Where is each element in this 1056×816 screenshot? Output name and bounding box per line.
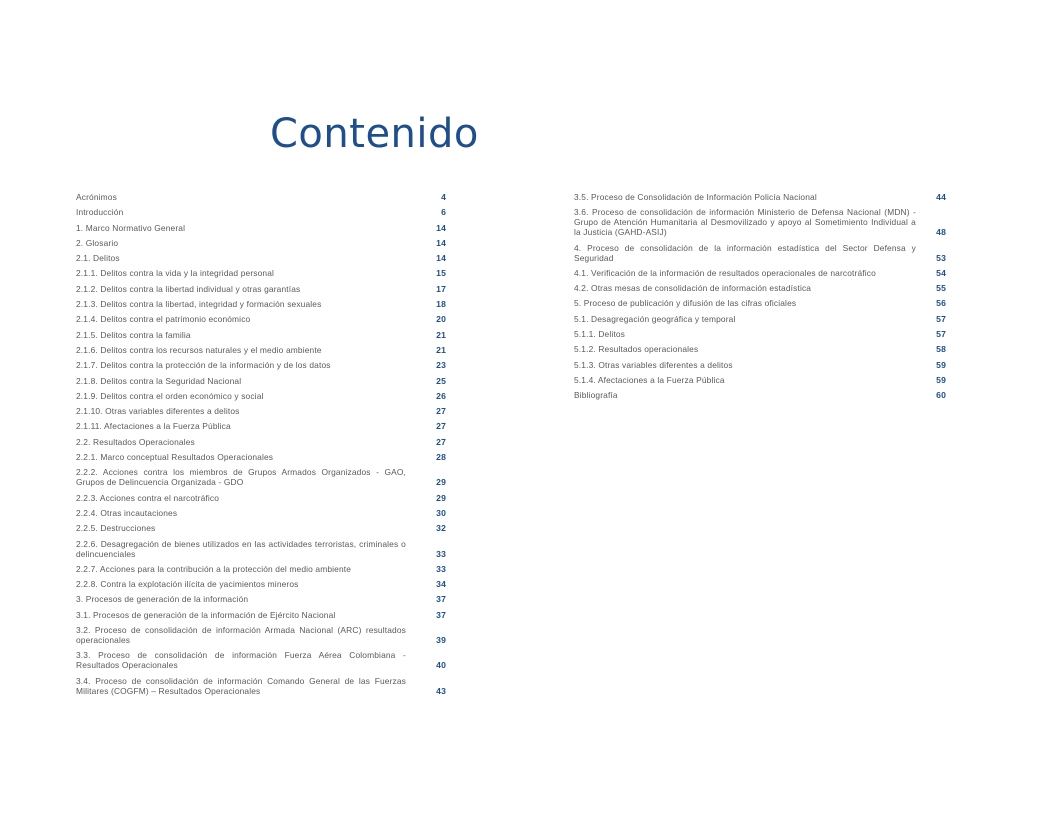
- toc-entry-label: 2.2. Resultados Operacionales: [76, 436, 195, 447]
- toc-entry[interactable]: [76, 676, 446, 696]
- toc-entry[interactable]: [76, 650, 446, 670]
- toc-entry-page-number: 20: [436, 314, 446, 325]
- toc-entry-page-number: 25: [436, 375, 446, 386]
- toc-entry[interactable]: [76, 579, 446, 589]
- toc-entry-page-number: 6: [441, 207, 446, 218]
- toc-entry[interactable]: [574, 329, 946, 339]
- toc-entry-page-number: 60: [936, 390, 946, 401]
- toc-entry-page-number: 44: [936, 192, 946, 202]
- toc-entry-label: 2.1.8. Delitos contra la Seguridad Nacional: [76, 375, 242, 386]
- toc-entry-page-number: 39: [436, 635, 446, 646]
- toc-entry-page-number: 53: [936, 252, 946, 263]
- toc-entry[interactable]: [76, 345, 446, 355]
- toc-entry-page-number: 37: [436, 609, 446, 620]
- toc-entry[interactable]: [76, 493, 446, 503]
- toc-entry[interactable]: [574, 298, 946, 308]
- toc-entry-label: 2.1.7. Delitos contra la protección de la información y de los datos: [76, 360, 331, 371]
- toc-left-column: [76, 192, 446, 701]
- toc-entry-label: 3.3. Proceso de consolidación de información Fuerza Aérea Colombiana - Resultados Operacionales: [76, 650, 406, 671]
- toc-entry-label: 4.1. Verificación de la información de resultados operacionales de narcotráfico: [574, 267, 876, 278]
- toc-entry-page-number: 27: [436, 406, 446, 417]
- toc-entry-page-number: 29: [436, 492, 446, 503]
- toc-entry-page-number: 33: [436, 548, 446, 559]
- toc-entry[interactable]: [76, 376, 446, 386]
- toc-entry[interactable]: [76, 508, 446, 518]
- toc-entry[interactable]: [76, 539, 446, 559]
- toc-entry[interactable]: [76, 523, 446, 533]
- toc-entry-page-number: 14: [436, 237, 446, 248]
- toc-entry[interactable]: [574, 207, 946, 237]
- toc-entry[interactable]: [76, 207, 446, 217]
- toc-entry[interactable]: [76, 467, 446, 487]
- toc-entry[interactable]: [574, 390, 946, 400]
- toc-entry-page-number: 57: [936, 329, 946, 340]
- toc-entry-label: 3.4. Proceso de consolidación de información Comando General de las Fuerzas Militares (COGFM) – Resultados Operacionales: [76, 675, 406, 696]
- toc-entry-label: 5. Proceso de publicación y difusión de las cifras oficiales: [574, 298, 797, 309]
- toc-entry-page-number: 26: [436, 390, 446, 401]
- toc-entry-label: 5.1. Desagregación geográfica y temporal: [574, 313, 736, 324]
- toc-entry[interactable]: [76, 253, 446, 263]
- toc-entry-page-number: 54: [936, 267, 946, 278]
- toc-entry[interactable]: [76, 625, 446, 645]
- toc-entry-page-number: 37: [436, 594, 446, 605]
- toc-entry-page-number: 56: [936, 298, 946, 309]
- toc-entry-label: 5.1.2. Resultados operacionales: [574, 344, 699, 355]
- toc-entry-label: Bibliografía: [574, 390, 618, 401]
- toc-entry-page-number: 34: [436, 579, 446, 590]
- toc-entry[interactable]: [76, 223, 446, 233]
- toc-entry-label: 1. Marco Normativo General: [76, 222, 186, 233]
- toc-entry-label: 2.1.4. Delitos contra el patrimonio económico: [76, 314, 251, 325]
- toc-entry-label: 2.2.2. Acciones contra los miembros de Grupos Armados Organizados - GAO, Grupos de Delincuencia Organizada - GDO: [76, 467, 406, 488]
- toc-entry-label: 5.1.3. Otras variables diferentes a delitos: [574, 359, 733, 370]
- toc-entry-page-number: 59: [936, 359, 946, 370]
- toc-entry-label: 2.1.9. Delitos contra el orden económico y social: [76, 390, 264, 401]
- toc-entry-page-number: 40: [436, 660, 446, 671]
- toc-entry-label: 2.1.3. Delitos contra la libertad, integridad y formación sexuales: [76, 299, 322, 310]
- page-title: Contenido: [270, 111, 479, 157]
- toc-entry[interactable]: [574, 243, 946, 263]
- toc-entry-page-number: 14: [436, 222, 446, 233]
- toc-entry-label: 2.1.6. Delitos contra los recursos naturales y el medio ambiente: [76, 344, 322, 355]
- toc-entry-label: 2.2.4. Otras incautaciones: [76, 507, 178, 518]
- toc-entry[interactable]: [76, 284, 446, 294]
- toc-entry-page-number: 23: [436, 360, 446, 371]
- toc-entry[interactable]: [76, 192, 446, 202]
- toc-entry[interactable]: [574, 344, 946, 354]
- toc-entry-page-number: 18: [436, 299, 446, 310]
- toc-entry-label: 2.1.11. Afectaciones a la Fuerza Pública: [76, 421, 231, 432]
- toc-entry[interactable]: [574, 375, 946, 385]
- toc-entry[interactable]: [76, 437, 446, 447]
- toc-entry-page-number: 43: [436, 685, 446, 696]
- toc-entry-label: Acrónimos: [76, 192, 117, 202]
- toc-entry[interactable]: [574, 268, 946, 278]
- toc-entry-page-number: 27: [436, 421, 446, 432]
- toc-entry-label: 2.1.10. Otras variables diferentes a delitos: [76, 406, 240, 417]
- toc-entry-page-number: 32: [436, 523, 446, 534]
- toc-entry[interactable]: [574, 283, 946, 293]
- toc-entry[interactable]: [76, 452, 446, 462]
- toc-entry-page-number: 59: [936, 374, 946, 385]
- toc-entry-label: 2.1.2. Delitos contra la libertad individual y otras garantías: [76, 283, 301, 294]
- toc-entry-label: 2.2.3. Acciones contra el narcotráfico: [76, 492, 220, 503]
- toc-right-column: [574, 192, 946, 406]
- toc-entry-label: 2.1.1. Delitos contra la vida y la integridad personal: [76, 268, 275, 279]
- toc-entry-page-number: 14: [436, 253, 446, 264]
- toc-entry-label: 2.2.7. Acciones para la contribución a la protección del medio ambiente: [76, 563, 352, 574]
- toc-entry[interactable]: [76, 360, 446, 370]
- toc-entry-page-number: 29: [436, 477, 446, 488]
- toc-entry-page-number: 15: [436, 268, 446, 279]
- toc-entry-label: Introducción: [76, 207, 124, 218]
- toc-entry[interactable]: [76, 406, 446, 416]
- toc-entry-page-number: 4: [441, 192, 446, 202]
- toc-entry-label: 5.1.1. Delitos: [574, 329, 625, 340]
- toc-entry-label: 3.5. Proceso de Consolidación de Información Policía Nacional: [574, 192, 817, 202]
- toc-entry-label: 3.6. Proceso de consolidación de información Ministerio de Defensa Nacional (MDN) - Grupo de Atención Humanitaria al Desmovilizado y apoyo al Sometimiento Individual a la Justicia (GAHD-ASIJ): [574, 207, 916, 238]
- toc-entry-label: 5.1.4. Afectaciones a la Fuerza Pública: [574, 374, 725, 385]
- toc-entry-page-number: 21: [436, 329, 446, 340]
- toc-entry-label: 4. Proceso de consolidación de la información estadística del Sector Defensa y Seguridad: [574, 242, 916, 263]
- toc-entry[interactable]: [76, 268, 446, 278]
- toc-entry-page-number: 17: [436, 283, 446, 294]
- toc-entry[interactable]: [76, 564, 446, 574]
- toc-entry-page-number: 21: [436, 344, 446, 355]
- toc-entry-label: 4.2. Otras mesas de consolidación de información estadística: [574, 283, 812, 294]
- toc-entry-label: 3.1. Procesos de generación de la información de Ejército Nacional: [76, 609, 336, 620]
- toc-entry[interactable]: [76, 238, 446, 248]
- toc-entry-page-number: 30: [436, 507, 446, 518]
- toc-entry-label: 2.2.1. Marco conceptual Resultados Operacionales: [76, 452, 274, 463]
- toc-entry-label: 2.2.5. Destrucciones: [76, 523, 156, 534]
- toc-entry[interactable]: [76, 314, 446, 324]
- toc-entry-label: 2.1.5. Delitos contra la familia: [76, 329, 191, 340]
- toc-entry-label: 2.2.6. Desagregación de bienes utilizados en las actividades terroristas, criminales o delincuenciales: [76, 538, 406, 559]
- toc-entry-page-number: 48: [936, 227, 946, 238]
- toc-entry-label: 2. Glosario: [76, 237, 119, 248]
- toc-entry-page-number: 55: [936, 283, 946, 294]
- toc-entry[interactable]: [76, 391, 446, 401]
- toc-entry-page-number: 33: [436, 563, 446, 574]
- toc-entry-label: 2.2.8. Contra la explotación ilícita de yacimientos mineros: [76, 579, 299, 590]
- toc-entry-page-number: 27: [436, 436, 446, 447]
- toc-entry[interactable]: [76, 421, 446, 431]
- toc-entry[interactable]: [76, 299, 446, 309]
- toc-entry-page-number: 28: [436, 452, 446, 463]
- toc-entry-label: 3.2. Proceso de consolidación de información Armada Nacional (ARC) resultados operacionales: [76, 625, 406, 646]
- toc-entry[interactable]: [76, 330, 446, 340]
- toc-entry[interactable]: [76, 610, 446, 620]
- toc-entry[interactable]: [76, 594, 446, 604]
- toc-entry-page-number: 58: [936, 344, 946, 355]
- toc-entry[interactable]: [574, 192, 946, 202]
- toc-entry-page-number: 57: [936, 313, 946, 324]
- toc-entry[interactable]: [574, 360, 946, 370]
- toc-entry-label: 2.1. Delitos: [76, 253, 120, 264]
- toc-entry-label: 3. Procesos de generación de la información: [76, 594, 249, 605]
- toc-entry[interactable]: [574, 314, 946, 324]
